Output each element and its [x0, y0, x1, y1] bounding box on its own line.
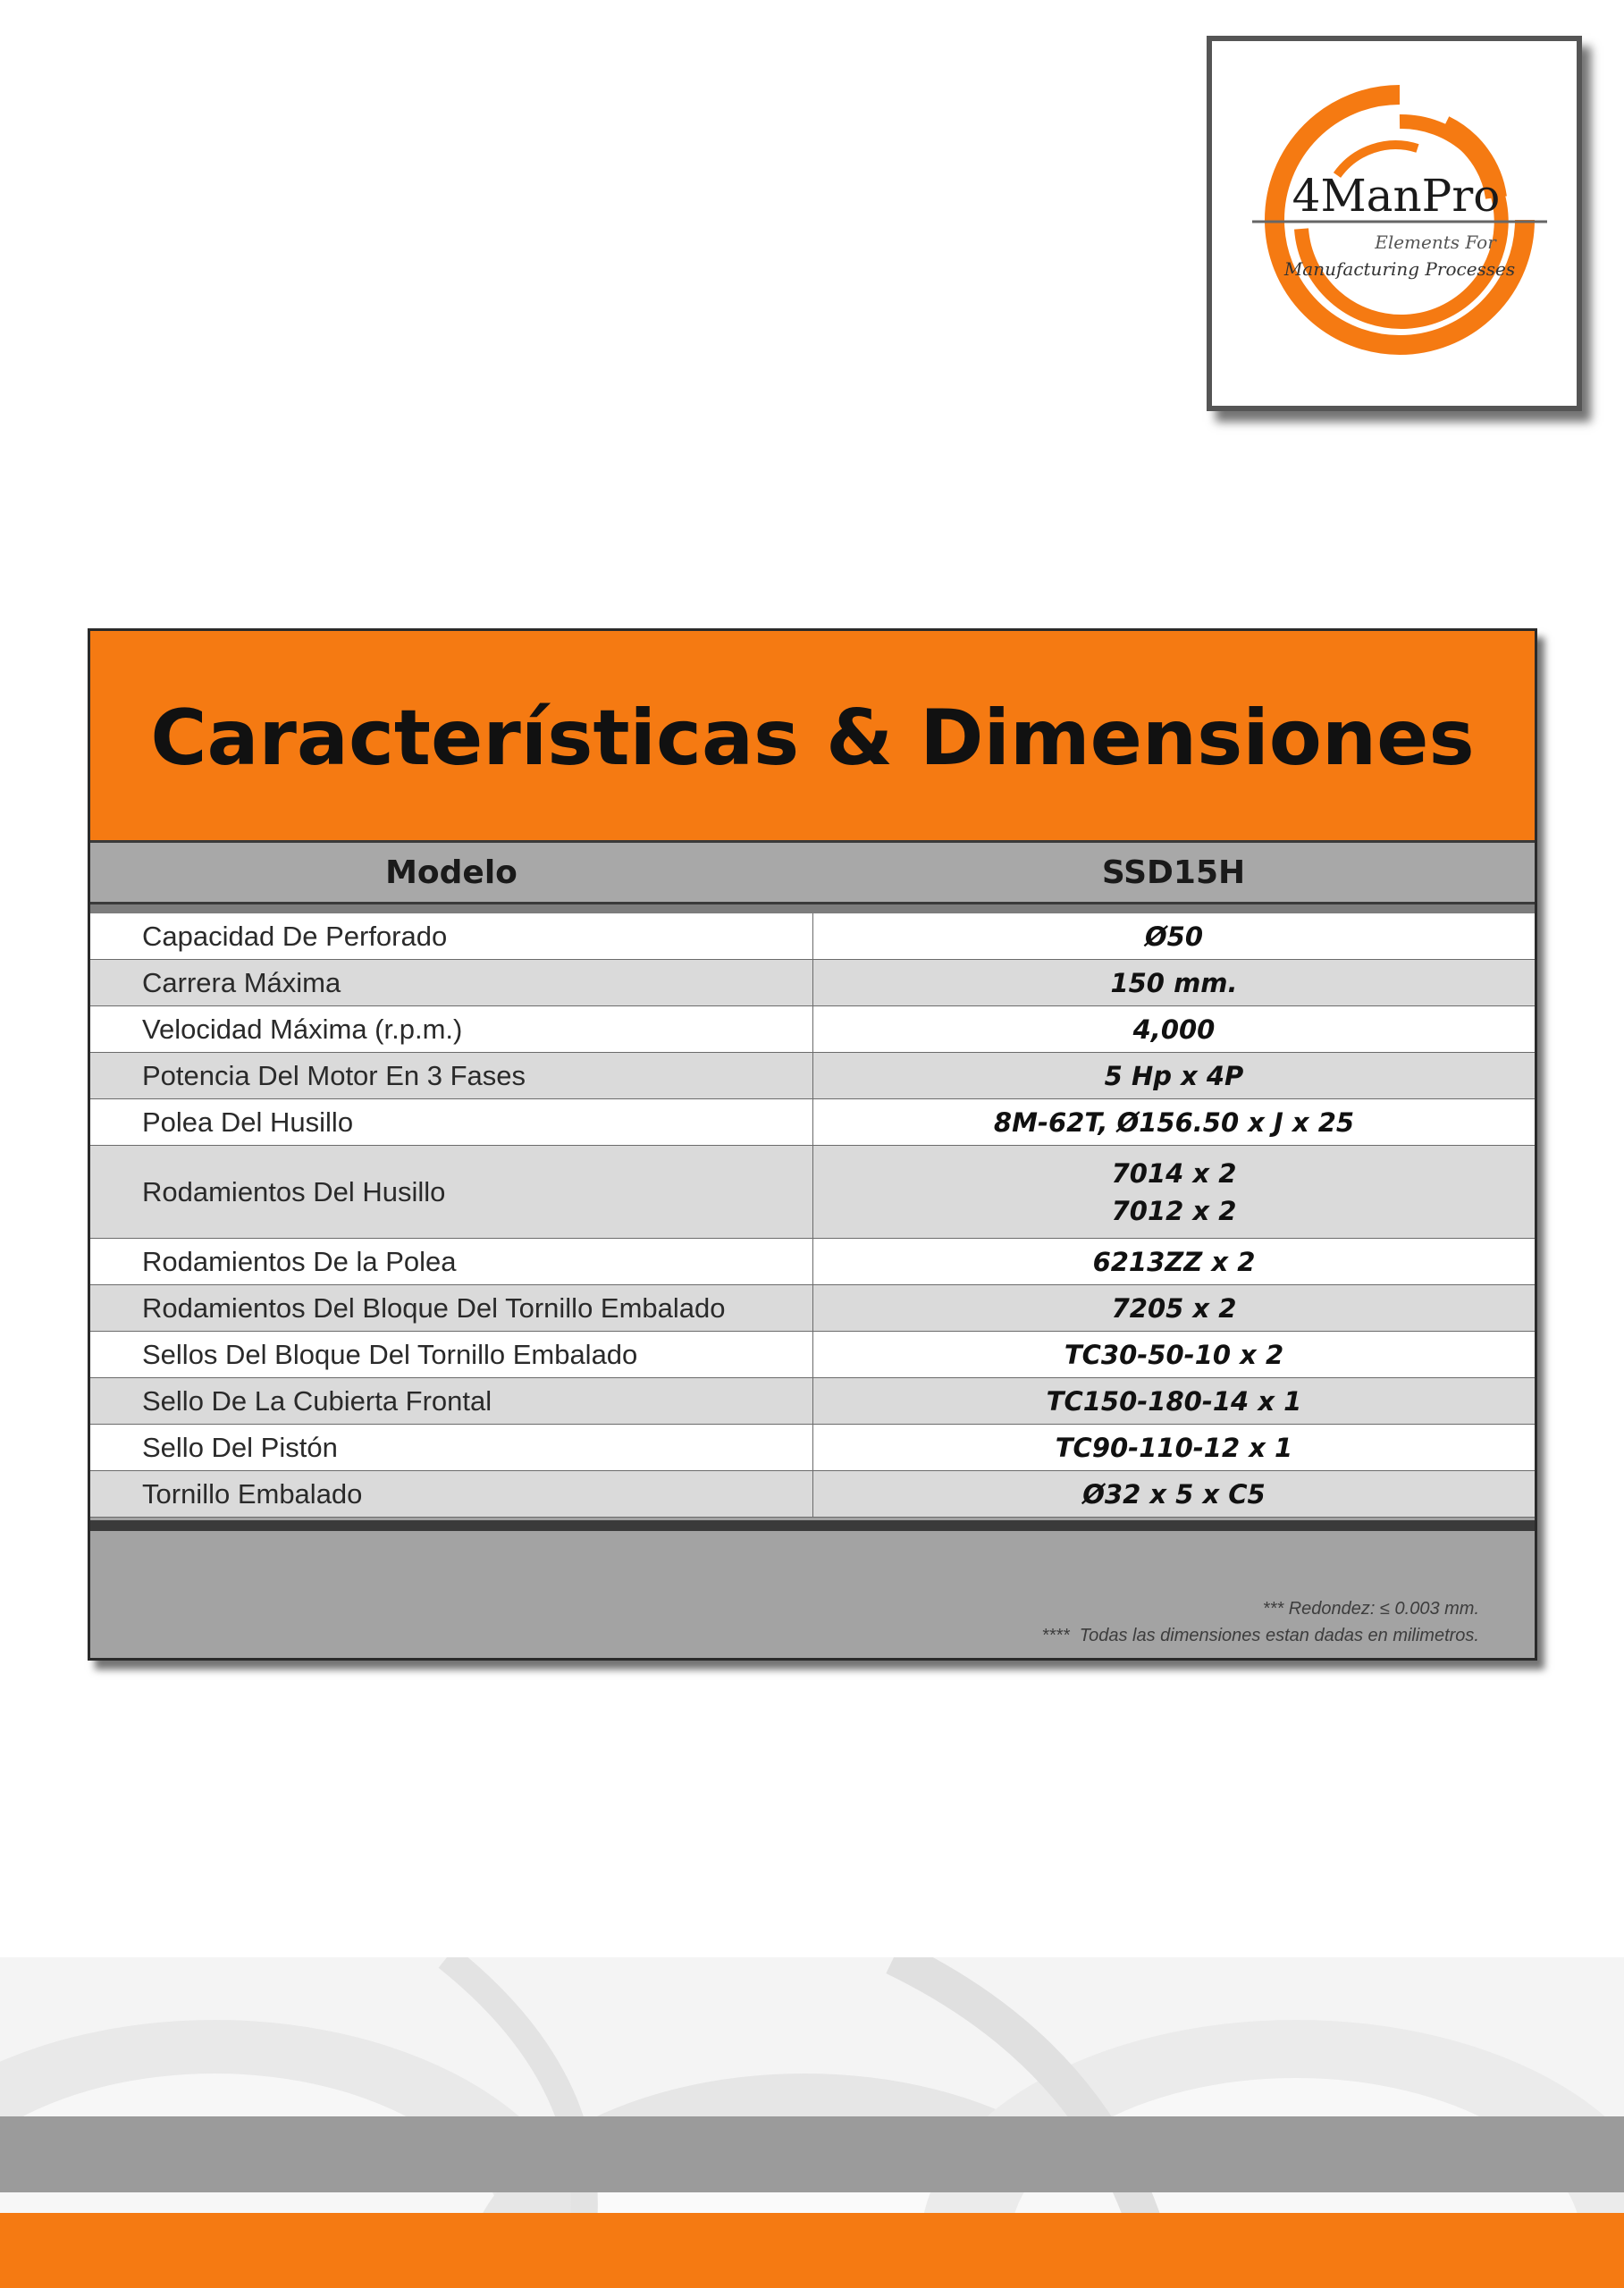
spec-rows	[90, 913, 1535, 1518]
brand-logo-box	[1207, 36, 1582, 411]
table-row	[90, 1239, 1535, 1285]
spec-label: Sello Del Pistón	[90, 1425, 813, 1470]
spec-value-line: Ø50	[1144, 921, 1203, 952]
spec-value	[813, 1146, 1535, 1238]
table-row	[90, 913, 1535, 960]
table-row	[90, 1332, 1535, 1378]
footer-grey-band	[0, 2116, 1624, 2192]
table-row	[90, 1285, 1535, 1332]
spec-value	[813, 1006, 1535, 1052]
table-row	[90, 1006, 1535, 1053]
spec-label: Rodamientos De la Polea	[90, 1239, 813, 1284]
spec-value-line: 7205 x 2	[1111, 1292, 1237, 1324]
logo-tagline-line1: Elements For	[1375, 231, 1496, 253]
table-row	[90, 960, 1535, 1006]
spec-value-line: TC30-50-10 x 2	[1064, 1339, 1284, 1370]
spec-label: Rodamientos Del Bloque Del Tornillo Embalado	[90, 1285, 813, 1331]
spec-value	[813, 1285, 1535, 1331]
model-label: Modelo	[385, 854, 517, 891]
spec-label: Rodamientos Del Husillo	[90, 1146, 813, 1238]
table-bottom-divider	[90, 1520, 1535, 1531]
spec-value-line: 4,000	[1132, 1014, 1216, 1045]
header-divider	[90, 904, 1535, 913]
table-row	[90, 1053, 1535, 1099]
spec-label: Capacidad De Perforado	[90, 913, 813, 959]
spec-header	[90, 631, 1535, 840]
spec-value	[813, 1053, 1535, 1098]
table-row	[90, 1378, 1535, 1425]
spec-value	[813, 1332, 1535, 1377]
footnote-units: **** Todas las dimensiones estan dadas en milimetros.	[1041, 1626, 1479, 1645]
logo-tagline-line2: Manufacturing Processes	[1283, 258, 1516, 280]
spec-value	[813, 1378, 1535, 1424]
spec-label: Carrera Máxima	[90, 960, 813, 1005]
spec-value-line: 7014 x 2	[1111, 1157, 1237, 1189]
spec-label: Polea Del Husillo	[90, 1099, 813, 1145]
spec-value	[813, 960, 1535, 1005]
spec-value-line: TC150-180-14 x 1	[1046, 1385, 1302, 1417]
spec-value-line: Ø32 x 5 x C5	[1082, 1478, 1266, 1510]
spec-value-line: 7012 x 2	[1111, 1195, 1237, 1226]
table-row	[90, 1146, 1535, 1239]
model-value: SSD15H	[1101, 854, 1246, 891]
spec-value	[813, 913, 1535, 959]
spec-label: Potencia Del Motor En 3 Fases	[90, 1053, 813, 1098]
spec-label: Sellos Del Bloque Del Tornillo Embalado	[90, 1332, 813, 1377]
spec-value	[813, 1471, 1535, 1517]
spec-label: Velocidad Máxima (r.p.m.)	[90, 1006, 813, 1052]
table-footer	[90, 1531, 1535, 1658]
spec-value-line: 5 Hp x 4P	[1104, 1060, 1244, 1091]
spec-value	[813, 1425, 1535, 1470]
table-row	[90, 1471, 1535, 1518]
brand-logo-icon	[1212, 41, 1577, 406]
table-row	[90, 1099, 1535, 1146]
spec-value	[813, 1239, 1535, 1284]
spec-value-line: 8M-62T, Ø156.50 x J x 25	[993, 1106, 1355, 1138]
spec-value	[813, 1099, 1535, 1145]
spec-label: Tornillo Embalado	[90, 1471, 813, 1517]
model-header-row	[90, 840, 1535, 904]
logo-wordmark: 4ManPro	[1292, 170, 1501, 222]
spec-label: Sello De La Cubierta Frontal	[90, 1378, 813, 1424]
spec-value-line: 6213ZZ x 2	[1092, 1246, 1256, 1277]
footer-orange-band	[0, 2213, 1624, 2288]
table-row	[90, 1425, 1535, 1471]
spec-table	[88, 628, 1537, 1661]
spec-value-line: TC90-110-12 x 1	[1055, 1432, 1293, 1463]
spec-value-line: 150 mm.	[1110, 967, 1238, 998]
spec-title: Características & Dimensiones	[150, 694, 1475, 783]
footnote-roundness: *** Redondez: ≤ 0.003 mm.	[1262, 1599, 1479, 1619]
